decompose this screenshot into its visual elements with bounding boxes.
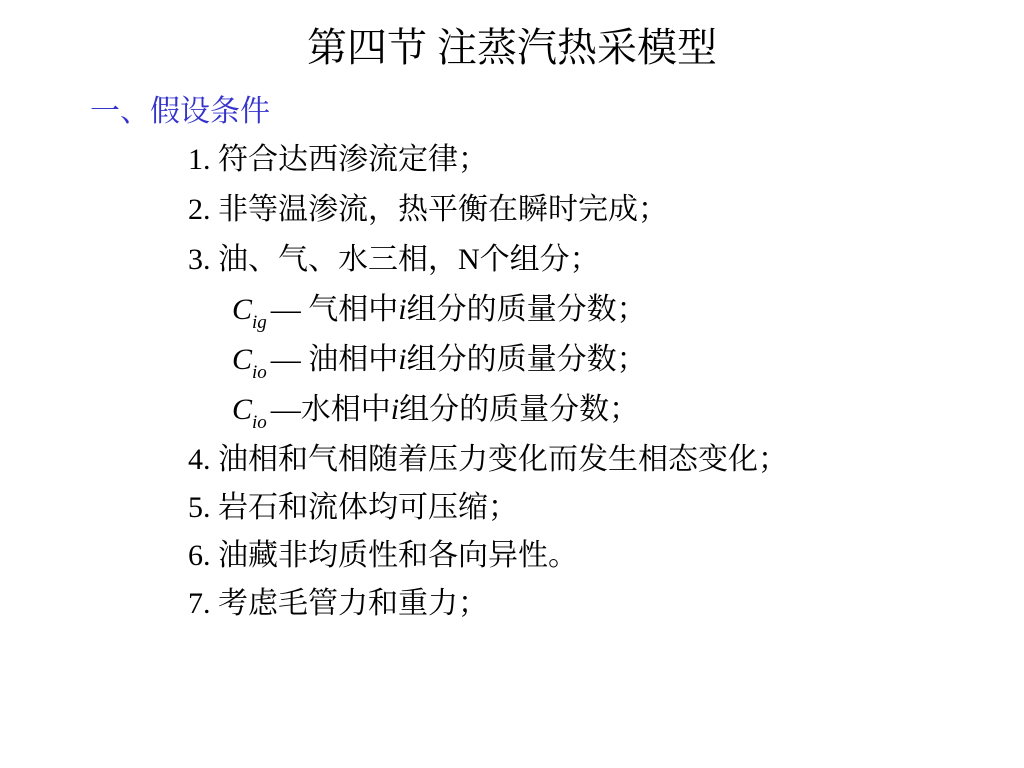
dash: — [270,293,301,326]
description-text: 组分的质量分数； [406,343,647,376]
component-index: i [398,293,407,326]
assumption-item-2: 2. 非等温渗流，热平衡在瞬时完成； [188,193,668,226]
variable-symbol: C [232,343,253,376]
description-text: 气相中 [300,293,399,326]
variable-subscript: ig [252,312,267,333]
description-text: 油相中 [300,343,399,376]
assumption-item-5: 5. 岩石和流体均可压缩； [188,491,518,524]
component-line-water [232,388,639,436]
dash: — [270,393,301,426]
component-line-oil [232,338,647,386]
variable-subscript: io [252,412,267,433]
assumption-item-6: 6. 油藏非均质性和各向异性。 [188,539,578,572]
component-line-gas [232,288,647,336]
component-index: i [390,393,400,426]
section-heading-assumptions: 一、假设条件 [90,95,270,128]
component-index: i [398,343,407,376]
assumption-item-3: 3. 油、气、水三相，N个组分； [188,243,600,276]
description-text: 组分的质量分数； [406,293,647,326]
variable-subscript: io [252,362,267,383]
assumption-item-1: 1. 符合达西渗流定律； [188,143,488,176]
assumption-item-4: 4. 油相和气相随着压力变化而发生相态变化； [188,443,788,476]
variable-symbol: C [232,393,253,426]
description-text: 组分的质量分数； [399,393,640,426]
variable-symbol: C [232,293,253,326]
description-text: 水相中 [300,393,391,426]
slide-title: 第四节 注蒸汽热采模型 [307,25,717,70]
assumption-item-7: 7. 考虑毛管力和重力； [188,587,488,620]
dash: — [270,343,301,376]
